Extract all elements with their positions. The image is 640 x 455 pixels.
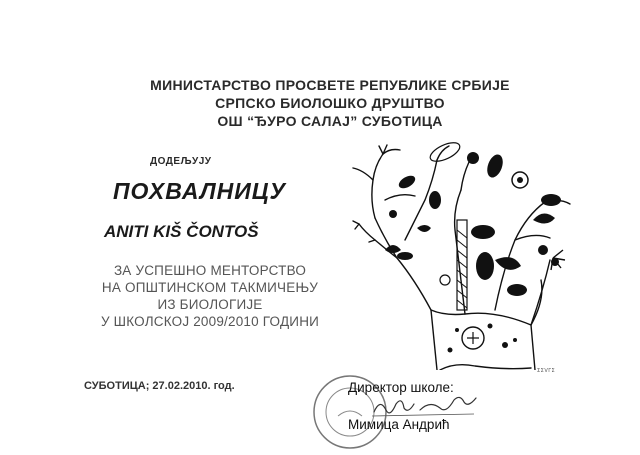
issuer-society: СРПСКО БИОЛОШКО ДРУШТВО (215, 95, 445, 111)
award-reason (70, 262, 350, 330)
issuer-header (60, 76, 600, 130)
place-and-date: СУБОТИЦА; 27.02.2010. год. (84, 380, 235, 392)
reason-line: У ШКОЛСКОЈ 2009/2010 ГОДИНИ (100, 314, 320, 329)
issuer-school: ОШ “ЂУРО САЛАЈ” СУБОТИЦА (217, 113, 443, 129)
award-title: ПОХВАЛНИЦУ (113, 178, 287, 204)
tree-of-life-icon (345, 140, 580, 370)
director-name: Мимица Андрић (348, 417, 450, 432)
reason-line: ЗА УСПЕШНО МЕНТОРСТВО (113, 263, 307, 278)
illustration-mark: ΣΣVΓΣ (537, 368, 556, 374)
recipient-name: ANITI KIŠ ČONTOŠ (104, 222, 259, 241)
director-title: Директор школе: (348, 380, 454, 395)
issuer-ministry: МИНИСТАРСТВО ПРОСВЕТЕ РЕПУБЛИКЕ СРБИЈЕ (150, 77, 510, 93)
reason-line: НА ОПШТИНСКОМ ТАКМИЧЕЊУ (101, 280, 319, 295)
reason-line: ИЗ БИОЛОГИЈЕ (157, 297, 263, 312)
awarded-label: ДОДЕЉУЈУ (150, 156, 212, 167)
